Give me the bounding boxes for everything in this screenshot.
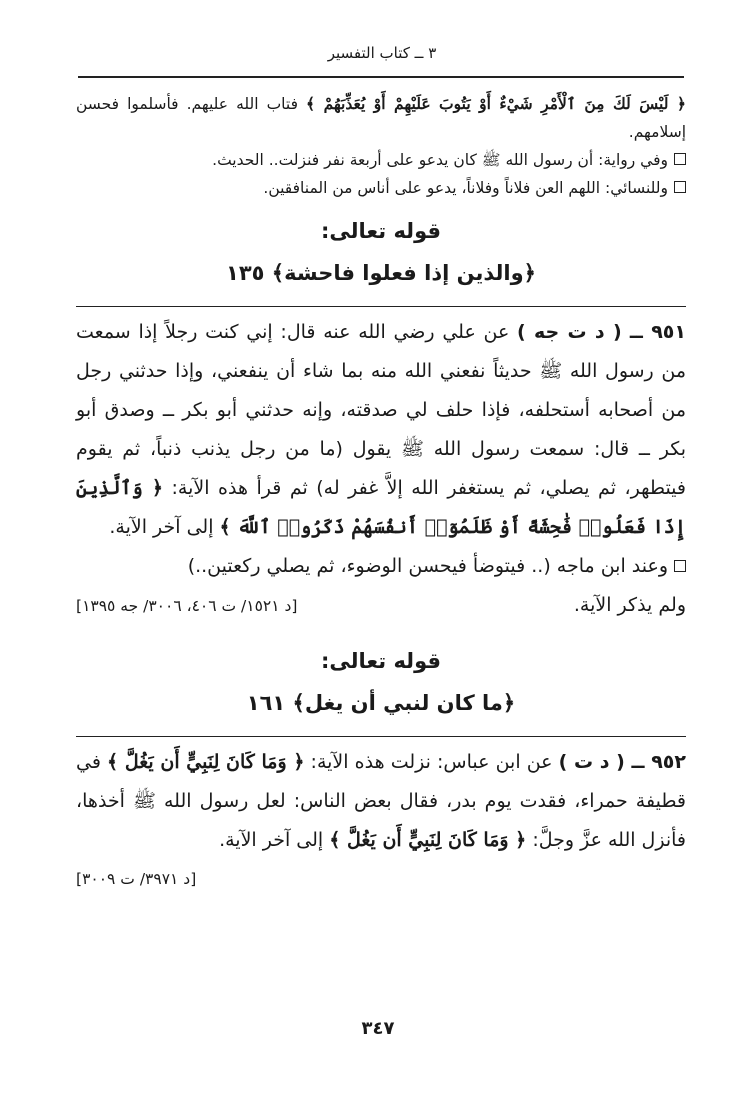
hadith-text: عن علي رضي الله عنه قال: إني كنت رجلاً إذا سمعت من رسول الله ﷺ حديثاً نفعني الله منه بما شاء أن ينفعني، وإذا حدثني رجل من أصحابه أستحلفه، فإذا حلف لي صدقته، وإنه حدثني أبو بكر ــ وصدق أبو بكر ــ قال: سمعت رسول الله ﷺ يقول (ما من رجل يذنب ذنباً، ثم يقوم فيتطهر، ثم يصلي، ثم يستغفر الله إلاَّ غفر له) ثم قرأ هذه الآية: [76, 321, 686, 499]
section-label: قوله تعالى: [320, 219, 441, 243]
hadith-paragraph [76, 743, 686, 860]
hadith-number: ٩٥٢ ــ ( د ت ) [558, 751, 686, 773]
hadith-text: في قطيفة حمراء، فقدت يوم بدر، فقال بعض الناس: لعل رسول الله ﷺ أخذها، فأنزل الله عزَّ وجلَّ: [76, 751, 686, 851]
reference-line [76, 586, 686, 626]
square-bullet-icon [674, 181, 686, 193]
hadith-paragraph [76, 313, 686, 547]
section-label: قوله تعالى: [320, 649, 441, 673]
hadith-text: إلى آخر الآية. [219, 829, 330, 851]
narration-note [76, 146, 686, 174]
hadith-text: عن ابن عباس: نزلت هذه الآية: [304, 751, 559, 773]
quran-verse: ﴿ وَمَا كَانَ لِنَبِيٍّ أَن يَغُلَّ ﴾ [107, 751, 305, 773]
header-rule [78, 76, 684, 78]
section-verse-title: ﴿ما كان لنبي أن يغل﴾ ١٦١ [246, 691, 516, 715]
paragraph-text: فتاب الله عليهم. فأسلموا فحسن إسلامهم. [76, 95, 686, 141]
paragraph-text: وللنسائي: اللهم العن فلاناً وفلاناً، يدعو على أناس من المنافقين. [263, 179, 668, 197]
quran-verse: ﴿ وَمَا كَانَ لِنَبِيٍّ أَن يَغُلَّ ﴾ [329, 829, 527, 851]
narration-note [76, 174, 686, 202]
hadith-number: ٩٥١ ــ ( د ت جه ) [517, 321, 686, 343]
square-bullet-icon [674, 560, 686, 572]
source-reference: [د ١٥٢١/ ت ٤٠٦، ٣٠٠٦/ جه ١٣٩٥] [76, 597, 298, 615]
verse-continuation-paragraph [76, 90, 686, 146]
running-header: ٣ ــ كتاب التفسير [327, 44, 437, 62]
reference-line [76, 860, 686, 899]
narration-note [76, 547, 686, 586]
source-reference: [د ٣٩٧١/ ت ٣٠٠٩] [76, 870, 197, 888]
section-divider [76, 736, 686, 737]
quran-verse: ﴿ وَٱلَّذِينَ إِذَا فَعَلُوا۟ فَٰحِشَةً أَوْ ظَلَمُوٓا۟ أَنفُسَهُمْ ذَكَرُوا۟ ٱللَّهَ ﴾ [76, 477, 686, 538]
section-verse-title: ﴿والذين إذا فعلوا فاحشة﴾ ١٣٥ [226, 261, 536, 285]
square-bullet-icon [674, 153, 686, 165]
hadith-text: إلى آخر الآية. [109, 516, 220, 538]
page-content [76, 90, 686, 899]
quran-verse: ﴿ لَيْسَ لَكَ مِنَ ٱلْأَمْرِ شَيْءٌ أَوْ يَتُوبَ عَلَيْهِمْ أَوْ يُعَذِّبَهُمْ ﴾ [306, 94, 686, 113]
paragraph-text: وفي رواية: أن رسول الله ﷺ كان يدعو على أربعة نفر فنزلت.. الحديث. [212, 151, 668, 169]
section-divider [76, 306, 686, 307]
paragraph-text: ولم يذكر الآية. [573, 594, 686, 616]
page-number: ٣٤٧ [361, 1018, 395, 1039]
paragraph-text: وعند ابن ماجه (.. فيتوضأ فيحسن الوضوء، ثم يصلي ركعتين..) [187, 555, 668, 577]
